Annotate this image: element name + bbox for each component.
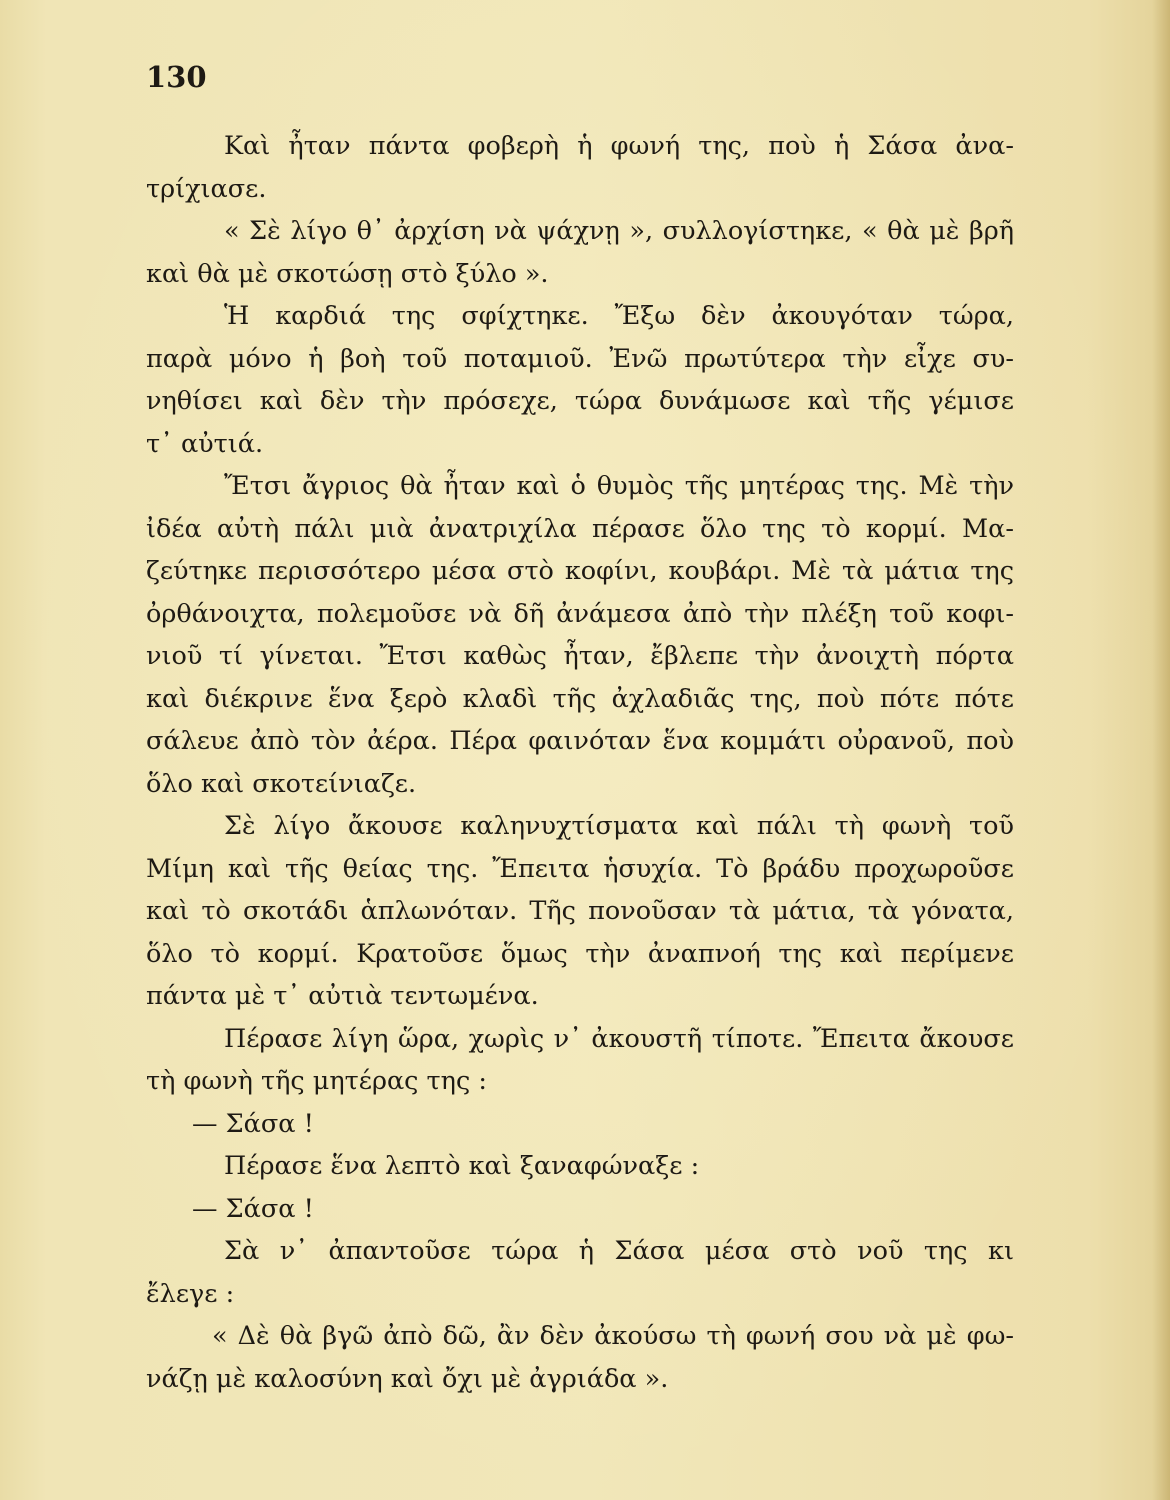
text-line: ζεύτηκε περισσότερο μέσα στὸ κοφίνι, κουβάρι. Μὲ τὰ μάτια της [146,556,1014,586]
text-line: τ᾿ αὐτιά. [146,428,264,459]
text-line: « Σὲ λίγο θ᾿ ἀρχίση νὰ ψάχνῃ », συλλογίστηκε, « θὰ μὲ βρῆ [224,216,1014,246]
text-line: ὅλο τὸ κορμί. Κρατοῦσε ὅμως τὴν ἀναπνοή της καὶ περίμενε [146,938,1014,969]
dialog-line: — Σάσα ! [192,1193,314,1224]
text-line: Πέρασε ἕνα λεπτὸ καὶ ξαναφώναξε : [224,1151,700,1181]
text-line: Ἡ καρδιά της σφίχτηκε. Ἔξω δὲν ἀκουγόταν τώρα, [224,301,1014,331]
text-line: Σὲ λίγο ἄκουσε καληνυχτίσματα καὶ πάλι τὴ φωνὴ τοῦ [224,811,1014,841]
page-number: 130 [146,60,207,94]
text-line: ὀρθάνοιχτα, πολεμοῦσε νὰ δῆ ἀνάμεσα ἀπὸ τὴν πλέξη τοῦ κοφι- [146,598,1014,629]
text-line: Μίμη καὶ τῆς θείας της. Ἔπειτα ἡσυχία. Τὸ βράδυ προχωροῦσε [146,853,1014,884]
text-line: Σὰ ν᾿ ἀπαντοῦσε τώρα ἡ Σάσα μέσα στὸ νοῦ της κι [224,1236,1014,1266]
text-line: τρίχιασε. [146,173,267,204]
dialog-line: — Σάσα ! [192,1108,314,1139]
text-line: τὴ φωνὴ τῆς μητέρας της : [146,1066,487,1096]
text-line: « Δὲ θὰ βγῶ ἀπὸ δῶ, ἂν δὲν ἀκούσω τὴ φωνή σου νὰ μὲ φω- [212,1321,1014,1351]
text-line: ἔλεγε : [146,1278,235,1309]
text-line: καὶ τὸ σκοτάδι ἁπλωνόταν. Τῆς πονοῦσαν τὰ μάτια, τὰ γόνατα, [146,896,1014,926]
text-line: νάζῃ μὲ καλοσύνη καὶ ὄχι μὲ ἀγριάδα ». [146,1363,669,1394]
page-edge-shadow [1152,0,1170,1500]
text-line: καὶ διέκρινε ἕνα ξερὸ κλαδὶ τῆς ἀχλαδιᾶς της, ποὺ πότε πότε [146,683,1014,714]
text-line: Καὶ ἦταν πάντα φοβερὴ ἡ φωνή της, ποὺ ἡ Σάσα ἀνα- [224,131,1014,161]
text-line: νηθίσει καὶ δὲν τὴν πρόσεχε, τώρα δυνάμωσε καὶ τῆς γέμισε [146,386,1014,416]
text-line: Ἔτσι ἄγριος θὰ ἦταν καὶ ὁ θυμὸς τῆς μητέρας της. Μὲ τὴν [224,471,1014,501]
text-line: ἰδέα αὐτὴ πάλι μιὰ ἀνατριχίλα πέρασε ὅλο της τὸ κορμί. Μα- [146,513,1014,544]
text-line: Πέρασε λίγη ὥρα, χωρὶς ν᾿ ἀκουστῆ τίποτε. Ἔπειτα ἄκουσε [224,1023,1014,1054]
body-text [146,125,1014,1400]
text-line: καὶ θὰ μὲ σκοτώσῃ στὸ ξύλο ». [146,258,549,289]
text-line: πάντα μὲ τ᾿ αὐτιὰ τεντωμένα. [146,981,539,1011]
text-line: παρὰ μόνο ἡ βοὴ τοῦ ποταμιοῦ. Ἐνῶ πρωτύτερα τὴν εἶχε συ- [146,343,1014,374]
text-line: νιοῦ τί γίνεται. Ἔτσι καθὼς ἦταν, ἔβλεπε τὴν ἀνοιχτὴ πόρτα [146,641,1014,671]
text-line: ὅλο καὶ σκοτείνιαζε. [146,768,417,799]
text-line: σάλευε ἀπὸ τὸν ἀέρα. Πέρα φαινόταν ἕνα κομμάτι οὐρανοῦ, ποὺ [146,726,1014,756]
